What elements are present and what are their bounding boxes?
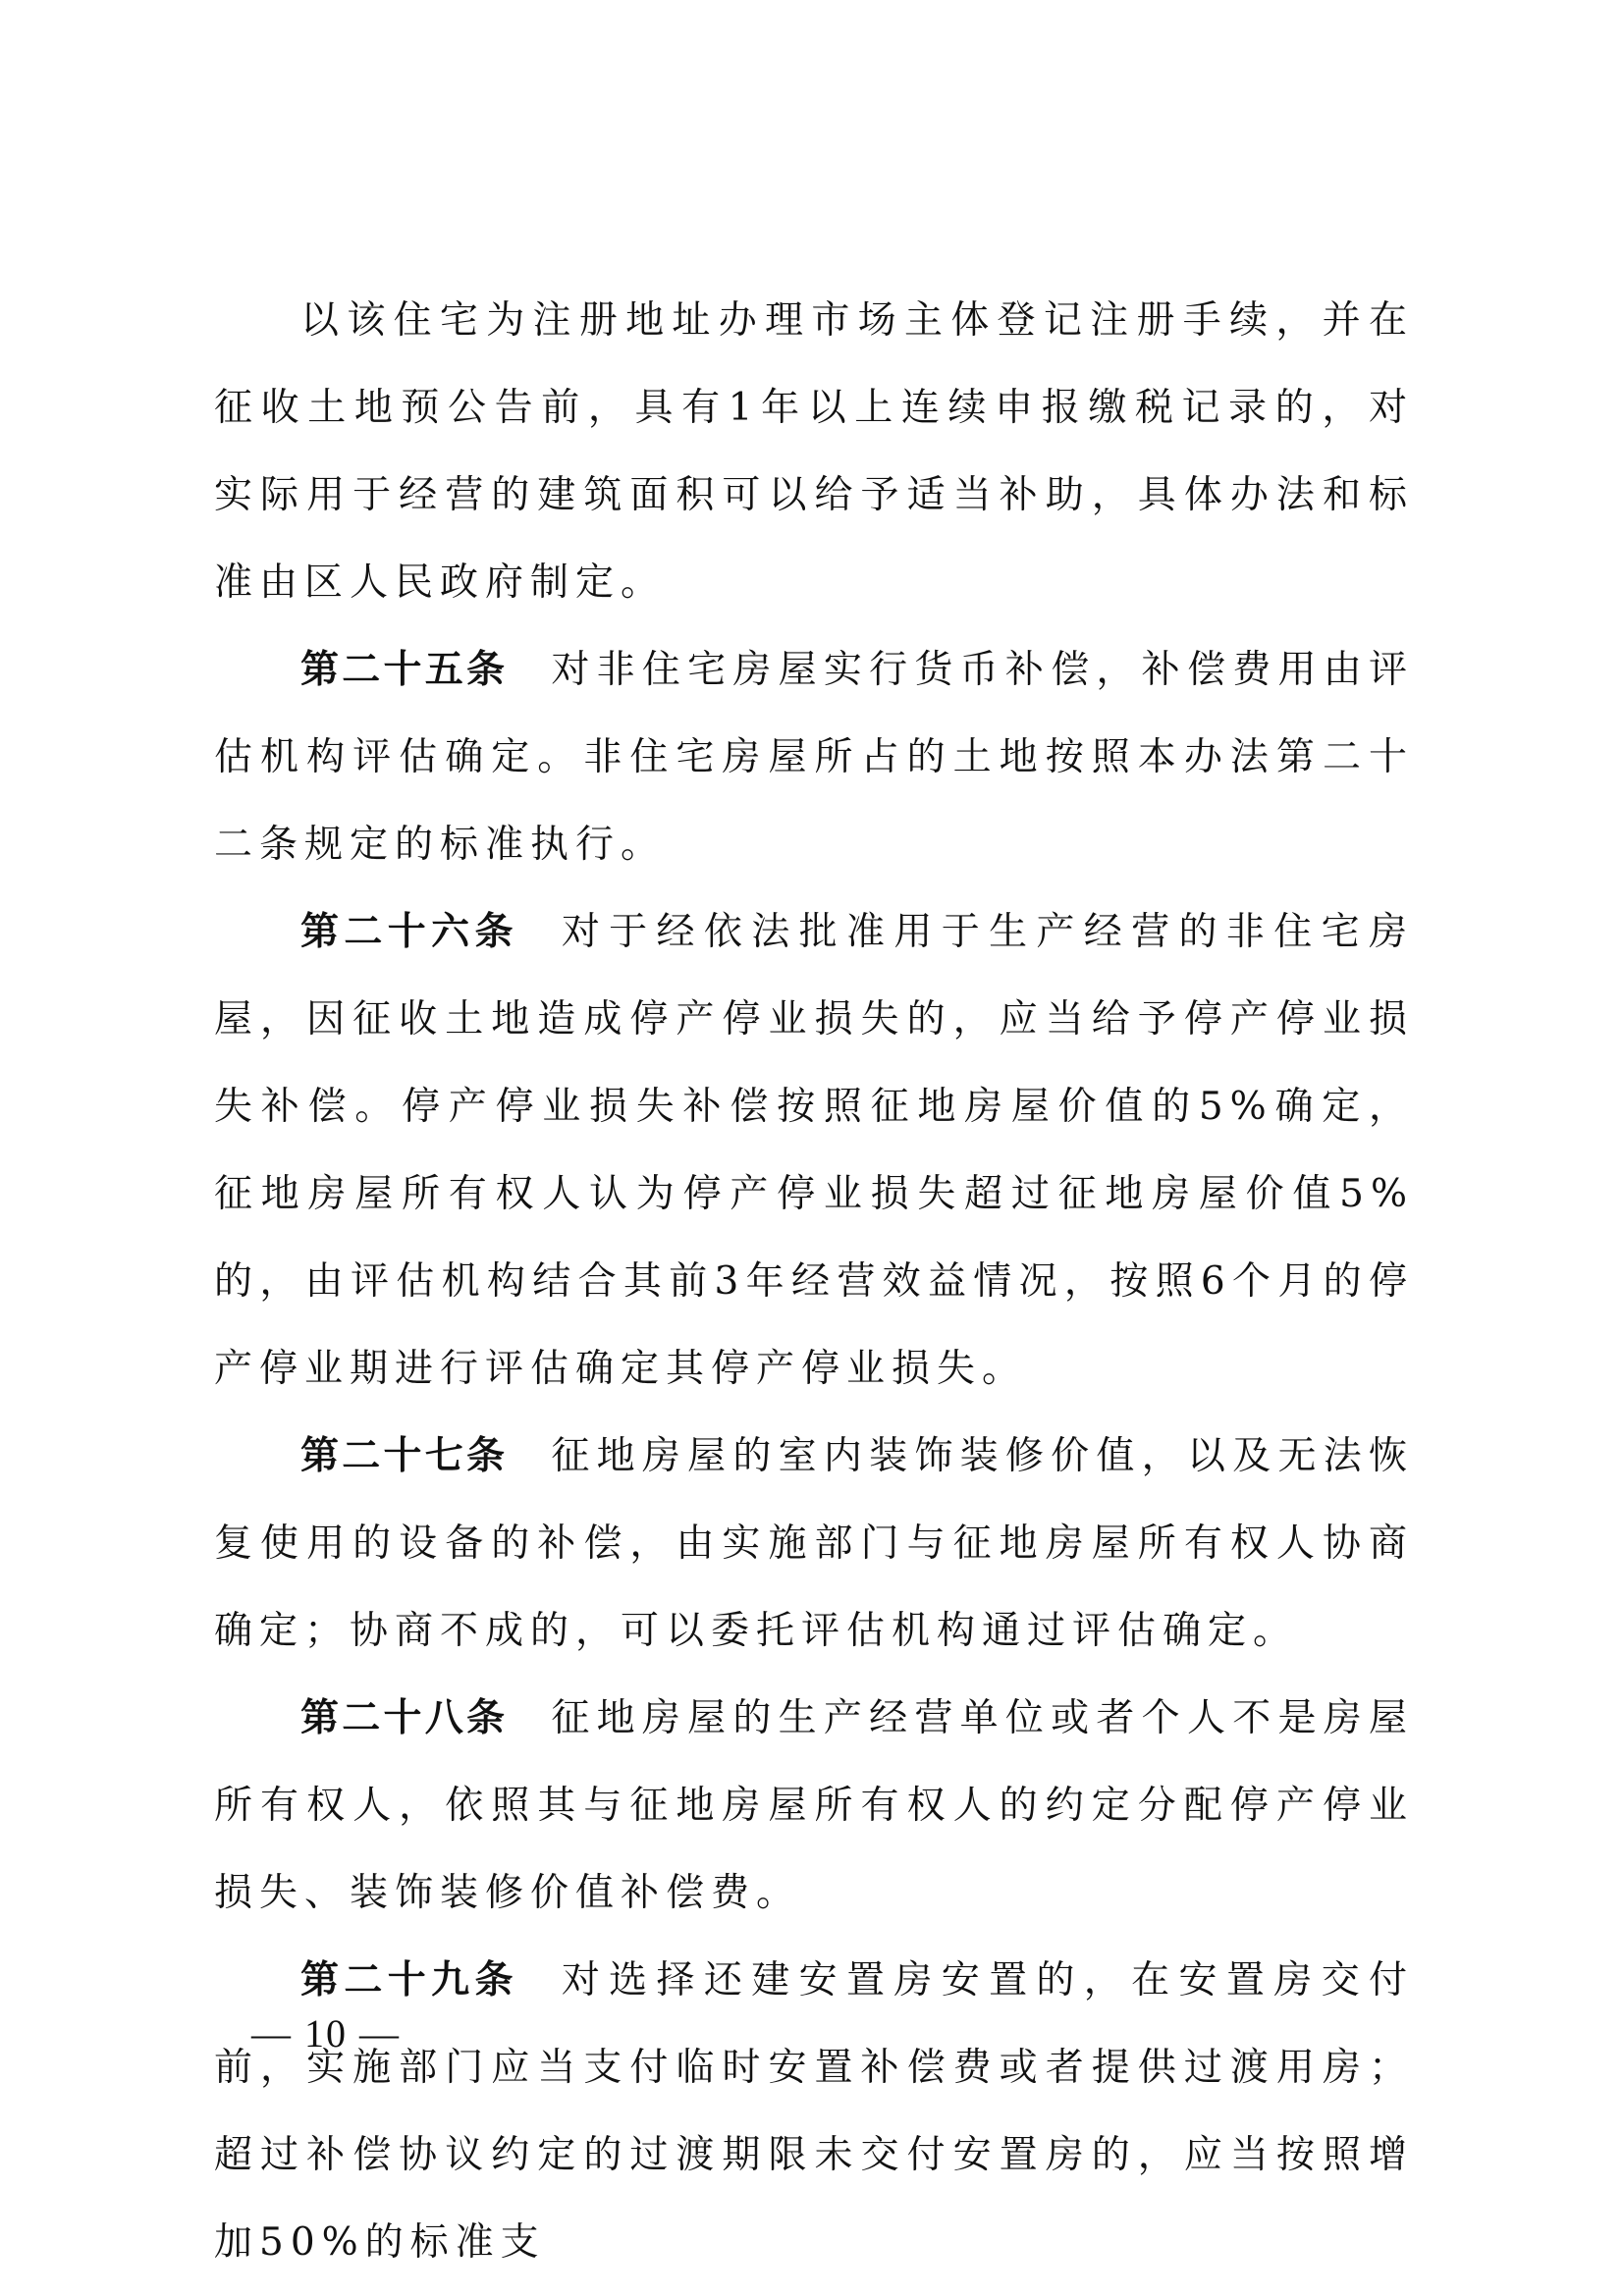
article-25 <box>214 626 1414 888</box>
article-number: 第二十七条 <box>300 1434 509 1478</box>
article-number: 第二十五条 <box>300 648 509 692</box>
article-text: 对非住宅房屋实行货币补偿，补偿费用由评估机构评估确定。非住宅房屋所占的土地按照本办法第二十二条规定的标准执行。 <box>214 648 1414 867</box>
article-26 <box>214 888 1414 1413</box>
article-28 <box>214 1675 1414 1937</box>
article-text: 征地房屋的生产经营单位或者个人不是房屋所有权人，依照其与征地房屋所有权人的约定分配停产停业损失、装饰装修价值补偿费。 <box>214 1696 1414 1915</box>
paragraph-text: 以该住宅为注册地址办理市场主体登记注册手续，并在征收土地预公告前，具有1年以上连续申报缴税记录的，对实际用于经营的建筑面积可以给予适当补助，具体办法和标准由区人民政府制定。 <box>214 298 1414 605</box>
article-text: 对于经依法批准用于生产经营的非住宅房屋，因征收土地造成停产停业损失的，应当给予停产停业损失补偿。停产停业损失补偿按照征地房屋价值的5%确定，征地房屋所有权人认为停产停业损失超过征地房屋价值5%的，由评估机构结合其前3年经营效益情况，按照6个月的停产停业期进行评估确定其停产停业损失。 <box>214 910 1414 1391</box>
page-number: — 10 — <box>251 2011 401 2056</box>
article-number: 第二十九条 <box>300 1958 518 2002</box>
document-body <box>214 277 1414 2286</box>
article-number: 第二十六条 <box>300 910 518 954</box>
article-text: 征地房屋的室内装饰装修价值，以及无法恢复使用的设备的补偿，由实施部门与征地房屋所有权人协商确定；协商不成的，可以委托评估机构通过评估确定。 <box>214 1434 1414 1653</box>
article-29 <box>214 1937 1414 2286</box>
article-text: 对选择还建安置房安置的，在安置房交付前，实施部门应当支付临时安置补偿费或者提供过渡用房；超过补偿协议约定的过渡期限未交付安置房的，应当按照增加50%的标准支 <box>214 1958 1414 2265</box>
paragraph-continuation <box>214 277 1414 626</box>
article-number: 第二十八条 <box>300 1696 509 1740</box>
article-27 <box>214 1413 1414 1675</box>
